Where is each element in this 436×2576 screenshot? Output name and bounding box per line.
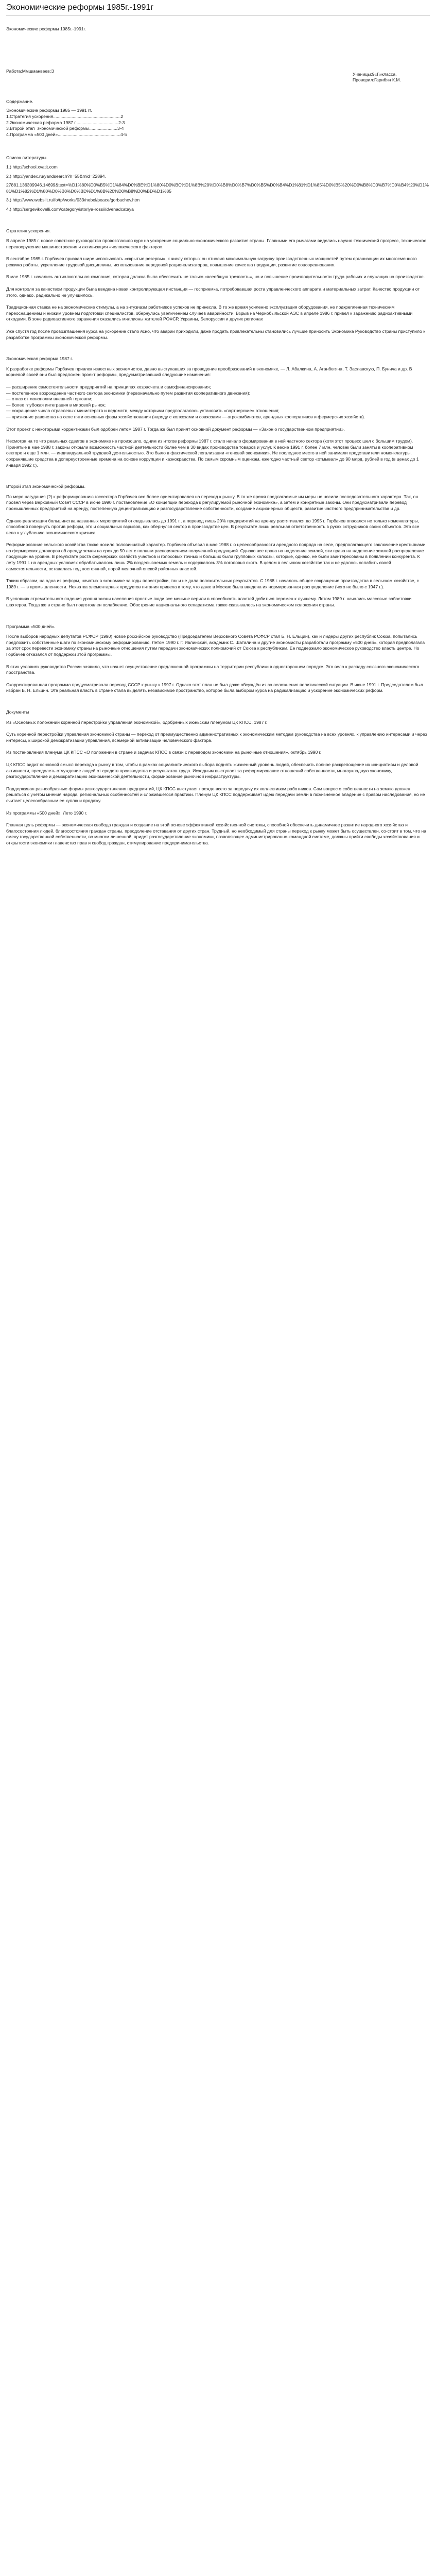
toc-item: 2.Экономическая реформа 1987 г...................................2-3 — [6, 120, 125, 125]
list-item: — сокращение числа отраслевых министерств и ведомств, между которыми предполагалось установить «партнерские» отношения; — [6, 408, 280, 414]
document-heading-block — [6, 26, 430, 32]
references-title: Список литературы. — [6, 155, 48, 161]
paragraph: В условиях стремительного падения уровня жизни населения простые люди все меньше верили в способность властей добиться перемен к лучшему. Летом 1989 г. начались массовые забастовки шахтеров. Тогда же в стране был подготовлен ослабление. Обострение национального сепаратизма также сказывалось на экономическом положении страны. — [6, 596, 412, 608]
paragraph: Из «Основных положений коренной перестройки управления экономикой», одобренных июньским пленумом ЦК КПСС, 1987 г. — [6, 719, 268, 725]
toc-item: 3.Второй этап экономической реформы.......................3-4 — [6, 126, 124, 131]
list-item: — расширение самостоятельности предприятий на принципах хозрасчета и самофинансирования; — [6, 384, 211, 389]
paragraph: Реформирование сельского хозяйства также носило половинчатый характер. Горбачев объявил в мае 1988 г. о целесообразности арендного подряда на селе, предполагающего заключение крестьянами на фермерских договоров об аренду земли на срок до 50 лет с полным распоряжением полученной продукцией. Однако все права на наделение землей, эти права на наделение землей распределение продукции на уровне. В результате роста фермерских хозяйств участков и голосовых точных и больших были групповых колхозы, которые, однако, не были заинтересованы в появлении конкурента. К лету 1991 г. на арендных условиях обрабатывалось лишь 2% возделываемых земель и содержалось 3% поголовья скота. В целом в сельском хозяйстве так и не удалось ослабить своей самостоятельности, оставалась под постоянной, порой мелочной опекой районных властей. — [6, 542, 426, 571]
reference-link[interactable]: 27881.136309946.14699&text=%D1%80%D0%B5%D1%84%D0%BE%D1%80%D0%BC%D1%8B%20%D0%B8%D0%B7%D0%B5%D0%B4%D1%81%D1%85%D0%B5%20%D0%B8%D0%B7%D0%B4%20%D1%81%D1%82%D1%80%D0%B0%D0%BD%D1%8B%20%D0%B8%D0%BD%D1%85 — [6, 182, 429, 194]
paragraph: После выборов народных депутатов РСФСР (1990) новое российское руководство (Председателем Верховного Совета РСФСР стал Б. Н. Ельцин), как и лидеры других республик Союза, попытались предложить собственные шаги по экономическому реформированию. Летом 1990 г. Г. Явлинский, академик С. Шаталина и другие экономисты разработали программу «500 дней», которая предполагала за этот срок перевести экономику страны на рыночные отношения путем передачи экономических полномочий от Союза к республикам. Ее поддержало экономическое руководство власть центре. Но Горбачев отказался от поддержки этой программы. — [6, 634, 425, 657]
paragraph: В мае 1985 г. начались антиалкогольная кампания, которая должна была обеспечить не только «всеобщую трезвость», но и повышение производительности труда рабочих и служащих на производстве. — [6, 274, 425, 280]
section-title: Экономическая реформа 1987 г. — [6, 356, 73, 362]
toc-item: 4.Программа «500 дней»...................................................4-5 — [6, 131, 127, 137]
paragraph: Из постановления пленума ЦК КПСС «О положении в стране и задачах КПСС в связи с переводом экономики на рыночные отношения», октябрь 1990 г. — [6, 750, 322, 755]
toc-item: 1.Стратегия ускорения.......................................................2 — [6, 113, 124, 119]
paragraph: В сентябре 1985 г. Горбачев призвал шире использовать «скрытые резервы», к числу которых он относил максимальную загрузку производственных мощностей путем организации их многосменного режима работы, укрепление трудовой дисциплины, использование передовой рационализаторов, повышение качества продукции, развитие соцсоревнования. — [6, 256, 417, 267]
toc-title: Содержание. — [6, 98, 33, 104]
paragraph: Из программы «500 дней». Лето 1990 г. — [6, 810, 88, 816]
section-title: Второй этап экономической реформы. — [6, 484, 85, 489]
list-item: — более глубокая интеграция в мировой рынок; — [6, 402, 106, 408]
reference-link[interactable]: 1.) http://school.xvatit.com — [6, 164, 58, 170]
paragraph: Главная цель реформы — экономическая свобода граждан и создание на этой основе эффективной хозяйственной системы, способной обеспечить динамичное развитие народного хозяйства и благосостояния людей, благосостояния граждан страны, преодоление отставания от других стран. Трудный, но необходимый для страны переход к рынку может быть осуществлен, со-стоит в том, что на смену государственной собственности, во многом лишенной, придет разгосударствление экономики, позволяющее администрированно-командной системе, должны прийти свободы хозяйствования и открытости экономики главенство прав и свобод граждан, стимулирование предпринимательства. — [6, 822, 426, 845]
paragraph: Поддерживая разнообразные формы разгосударствления предприятий, ЦК КПСС выступает прежде всего за передачу их коллективам работников. Сам вопрос о собственности на землю должен решаться с учетом мнения народа, региональных особенностей и сложившегося практики. Пленум ЦК КПСС поддерживает идею передачи земли в пожизненное владение с правом наследования, но не считает целесообразным ее куплю и продажу. — [6, 786, 425, 803]
paragraph: Скорректированная программа предусматривала перевод СССР к рынку к 1997 г. Однако этот план не был даже обсуждён из-за осложнения политической ситуации. В июне 1991 г. Председателем был избран Б. Н. Ельцин. Эта реальная власть в стране стала выделять независимое пространство, которое была выбором курса на радикализацию и ускорение экономических реформ. — [6, 682, 423, 693]
site-title: Экономические реформы 1985г.-1991г — [6, 3, 430, 16]
section-title: Программа «500 дней». — [6, 623, 56, 629]
section-500-days — [6, 624, 430, 694]
checked-by: Проверил:Гарибян К.М. — [353, 77, 401, 83]
section-acceleration — [6, 228, 430, 341]
paragraph: В апреле 1985 г. новое советское руководство провозгласило курс на ускорение социально-экономического развития страны. Главными его рычагами виделись научно-технический прогресс, техническое перевооружение машиностроения и активизация «человеческого фактора». — [6, 238, 427, 249]
document-body — [6, 26, 430, 846]
section-documents — [6, 709, 430, 846]
paragraph: Уже спустя год после провозглашения курса на ускорение стало ясно, что аварии приходили, даже продать привлекательны становились лучшие приносить Экономика Руководство страны приступило к разработке программы экономической реформы. — [6, 329, 425, 340]
toc-item: Экономические реформы 1985 — 1991 гг. — [6, 108, 92, 113]
reference-link[interactable]: 2.) http://yandex.ru/yandsearch?lr=55&rnid=22894. — [6, 173, 106, 179]
paragraph: Для контроля за качеством продукции была введена новая контролирующая инстанция — госприемка, потребовавшая роста управленческого аппарата и материальных затрат. Качество продукции от этого, однако, радикально не улучшилось. — [6, 286, 420, 298]
paragraph: Таким образом, на одна из реформ, начатых в экономике за годы перестройки, так и не дала положительных результатов. С 1988 г. началось общее сокращение производства в сельском хозяйстве, с 1989 г. — в промышленности. Нехватка элементарных продуктов питания привела к тому, что даже в Москве была введена их нормированная распределение (чего не было с 1947 г.). — [6, 578, 419, 589]
paragraph: По мере нагудания (?) к реформированию госсектора Горбачев все более ориентировался на переход к рынку. В то же время предлагаемые им меры не носили последовательного характера. Так, он провел через Верховный Совет СССР в июне 1990 г. постановление «О концепции перехода к регулируемой рыночной экономике», а затем и конкретные законы. Они предусматривали перевод промышленных предприятий на аренду, постепенную децентрализацию и разгосударствление собственности, создание акционерных обществ, развитие частного предпринимательства и др. — [6, 494, 418, 511]
section-reform-1987 — [6, 356, 430, 468]
meta-right — [353, 69, 430, 83]
paragraph: Этот проект с некоторыми корректиками был одобрен летом 1987 г. Тогда же был принят основной документ реформы — «Закон о государственном предприятии». — [6, 426, 345, 432]
paragraph: Несмотря на то что реальных сдвигов в экономике не произошло, одним из итогов реформы 1987 г. стало начало формирования в ней частного сектора (хотя этот процесс шел с большим трудом). Принятые в мае 1988 г. законы открыли возможность частной деятельности более чем в 30 видах производства товаров и услуг. К весне 1991 г. более 7 млн. человек были заняты в кооперативном секторе и еще 1 млн. — индивидуальной трудовой деятельностью. Это было в фактической легализации «теневой экономики». Не последнее место в ней занимали представители номенклатуры, сохранявшие средства в допереустроенные времена на основе коррупции и казнокрадства. По самым скромным оценкам, ежегодно частный сектор «отмывал» до 90 млрд. рублей в год (в ценах до 1 января 1992 г.). — [6, 438, 419, 468]
section-title: Документы — [6, 709, 29, 715]
references — [6, 155, 430, 212]
school-class: Ученицы;9«Г»класса. — [353, 71, 397, 77]
paragraph: К разработке реформы Горбачев привлек известных экономистов, давно выступавших за проведение преобразований в экономике, — Л. Абалкина, А. Аганбегяна, Т. Заславскую, П. Бунича и др. В корневой своей они был предложен проект реформы, предусматривавший следующие изменения: — [6, 366, 412, 378]
list-item: — отказ от монополии внешней торговли; — [6, 396, 93, 402]
paragraph: Однако реализация большинства названных мероприятий откладывалась до 1991 г., а перевод лишь 20% предприятий на аренду растягивался до 1995 г. Горбачев опасался не только номенклатуры, способной повернуть против реформ, это и социальных взрывов, как обернулся сектор в производстве цен. В результате лишь реальная ответственность в руках сотрудников своих объектов. Это все вело к углублению экономического кризиса. — [6, 518, 420, 535]
section-second-stage — [6, 484, 430, 608]
reference-link[interactable]: 4.) http://sergevikovelli.com/category/istoriya-rossii/dvenadcataya — [6, 206, 134, 212]
page — [0, 0, 436, 865]
list-item: — постепенное возрождение частного сектора экономики (первоначально путем развития кооперативного движения); — [6, 390, 251, 396]
document-heading: Экономические реформы 1985г.-1991г. — [6, 26, 86, 31]
section-title: Стратегия ускорения. — [6, 228, 51, 233]
table-of-contents — [6, 99, 430, 138]
paragraph: Суть коренной перестройки управления экономикой страны — переход от преимущественно административных к экономическим методам руководства на всех уровнях, к управлению интересами и через интересы, к широкой демократизации управления, всемерной активизации человеческого фактора. — [6, 732, 427, 743]
paragraph: Традиционная ставка не на экономические стимулы, а на энтузиазм работников успехов не принесла. В то же время усиленно эксплуатация оборудования, не подкрепленная техническим переоснащением и низким уровнем подготовки специалистов, обернулись увеличением случаев аварийности. Взрыв на Чернобыльской АЭС в апреле 1986 г. привел к заражению радиоактивными отходами. В зоне радиоактивного заражения оказались миллионы жителей РСФСР, Украины, Белоруссии и других регионах — [6, 304, 413, 322]
reference-link[interactable]: 3.) http://www.webslit.ru/fo/tp/works/033/nobel/peace/gorbachev.htm — [6, 197, 140, 203]
title-page-meta — [6, 69, 430, 83]
paragraph: В этих условиях руководство России заявило, что начнет осуществление предложенной программы на территории республики в одностороннем порядке. Это вело к распаду союзного экономического пространства. — [6, 664, 420, 675]
list-item: — признание равенства на селе пяти основных форм хозяйствования (наряду с колхозами и совхозами — агрокомбинатов, арендных кооперативов и фермерских хозяйств). — [6, 414, 365, 419]
paragraph: ЦК КПСС видит основной смысл перехода к рынку в том, чтобы в рамках социалистического выбора поднять жизненный уровень людей, обеспечить полное раскрепощение их инициативы и деловой активности, преодолеть отчуждение людей от средств производства и результатов труда. Исходным выступает за реформирование отношений собственности, многоукладную экономику, разгосударствление и демократизацию экономической деятельности, формирование рыночной инфраструктуры. — [6, 761, 418, 779]
author-label: Работа;Ммшманвеев;Э — [6, 68, 55, 74]
